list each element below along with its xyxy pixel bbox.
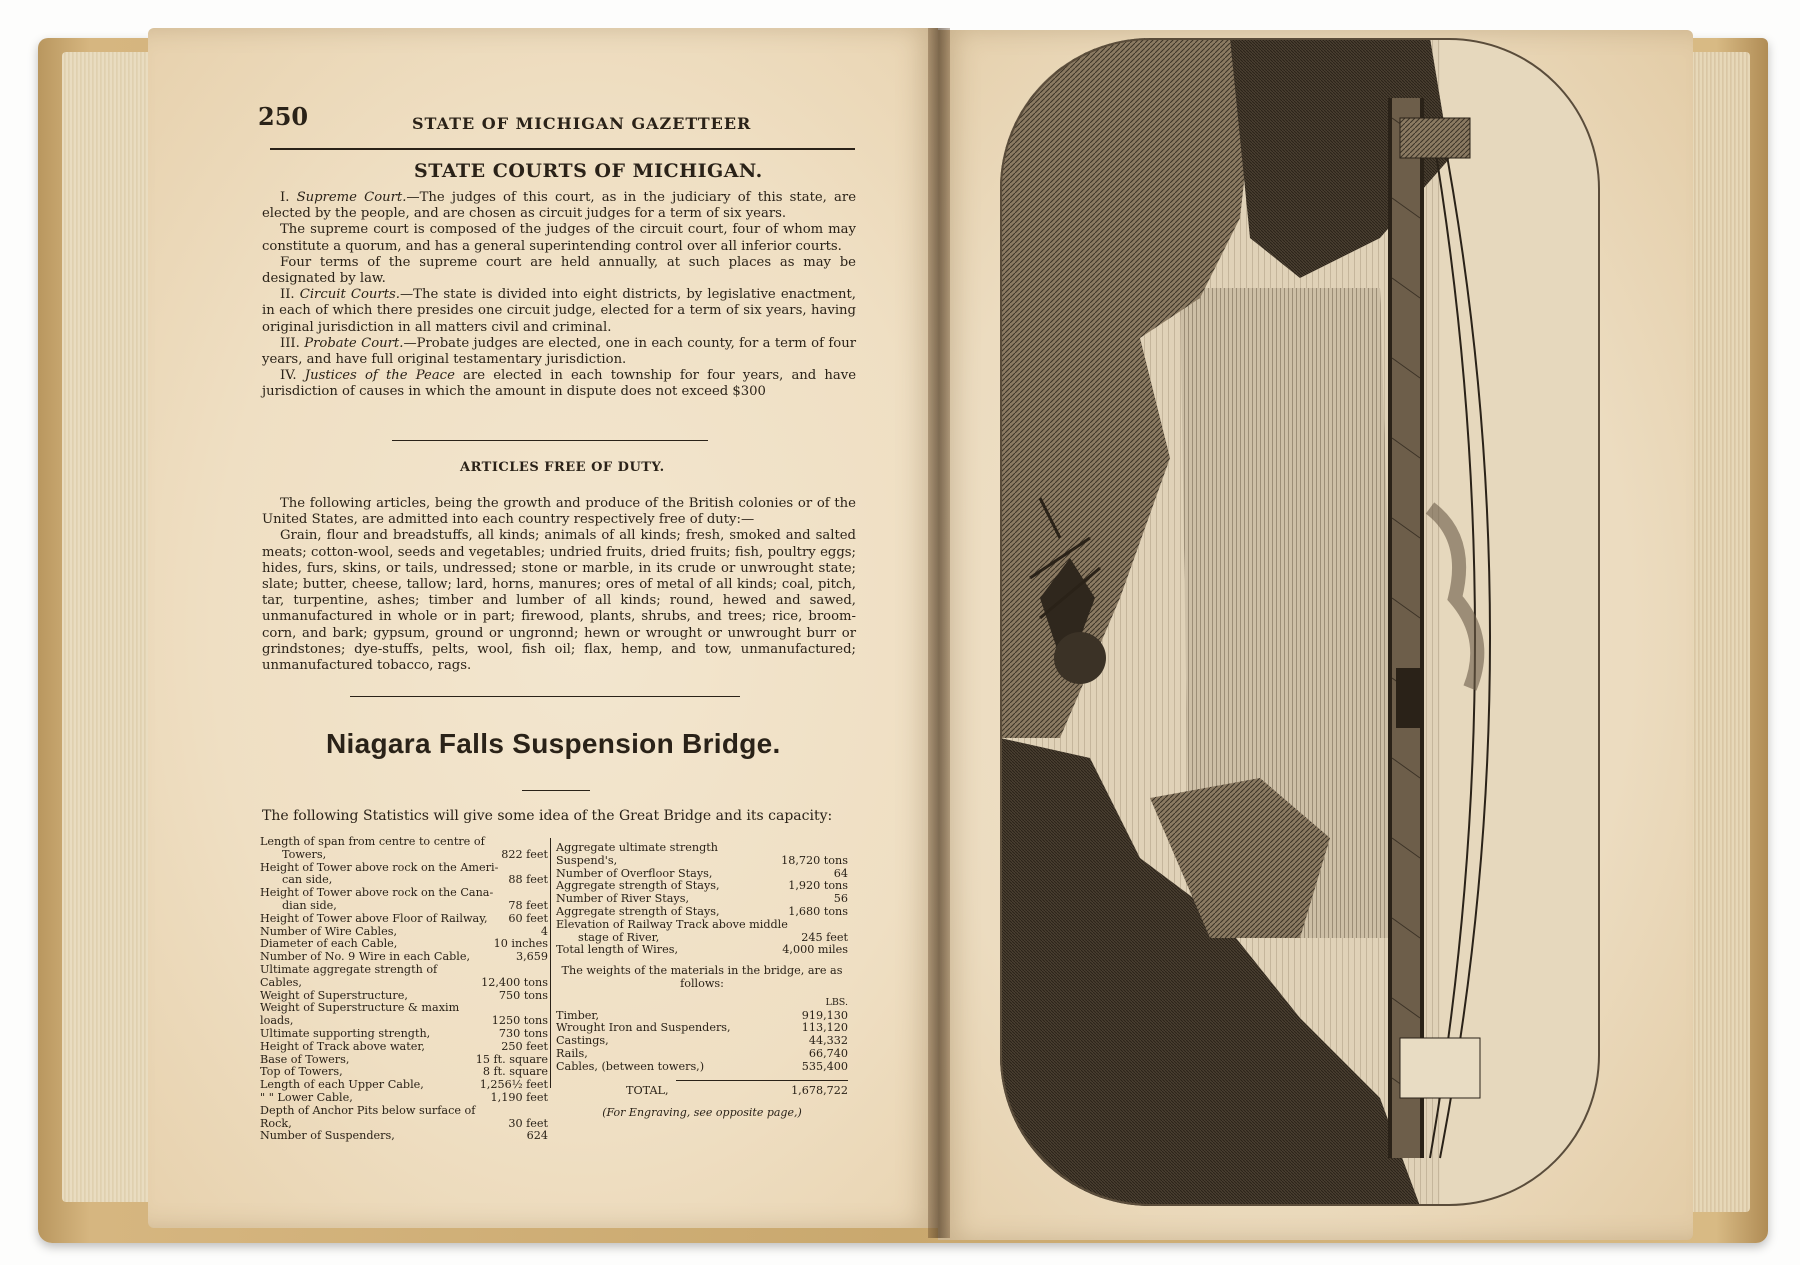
- duty-paragraph: Grain, flour and breadstuffs, all kinds; animals of all kinds; fresh, smoked and salted meats; cotton-wool, seeds and vegetables; undried fruits, dried fruits; fish, poultry eggs; hides, furs, skins, or tails, undressed; stone or marble, in its crude or unwrought state; slate; butter, cheese, tallow; lard, horns, manures; ores of metal of all kinds; coal, pitch, tar, turpentine, ashes; timber and lumber of all kinds; round, hewed and sawed, unmanufactured in whole or in part; firewood, plants, shrubs, and trees; rice, broom-corn, and bark; gypsum, ground or ungronnd; hewn or wrought or unwrought burr or grindstones; dye-stuffs, pelts, wool, fish oil; flax, hemp, and tow, unmanufactured; unmanufactured tobacco, rags.: [262, 528, 856, 674]
- stat-row: [260, 900, 548, 913]
- column-divider: [550, 838, 551, 1088]
- stat-label: Length of span from centre to centre of: [260, 835, 485, 848]
- stat-value: 12,400 tons: [481, 975, 548, 989]
- stat-value: 730 tons: [498, 1026, 548, 1040]
- stat-row: [260, 849, 548, 862]
- section-divider: [392, 440, 708, 441]
- courts-paragraph: IV. Justices of the Peace are elected in each township for four years, and have jurisdiction of causes in which the amount in dispute does not exceed $300: [262, 368, 857, 400]
- stat-row: [260, 913, 548, 926]
- stat-label: Total length of Wires,: [556, 943, 679, 957]
- stat-row: [556, 944, 848, 957]
- bridge-title: Niagara Falls Suspension Bridge.: [326, 728, 781, 759]
- stat-label: Cables, (between towers,): [556, 1059, 705, 1073]
- stat-label: Aggregate strength of Stays,: [556, 879, 720, 893]
- stat-label: Diameter of each Cable,: [260, 937, 398, 951]
- courts-paragraph: The supreme court is composed of the judges of the circuit court, four of whom may constitute a quorum, and has a general superintending control over all inferior courts.: [262, 222, 856, 254]
- stat-value: 88 feet: [508, 873, 548, 887]
- stat-label: Wrought Iron and Suspenders,: [556, 1021, 731, 1035]
- title-underline: [522, 790, 590, 791]
- stat-label: Height of Tower above rock on the Ameri-: [260, 860, 499, 874]
- stat-value: 56: [833, 892, 848, 906]
- running-head: STATE OF MICHIGAN GAZETTEER: [412, 114, 752, 133]
- courts-title: STATE COURTS OF MICHIGAN.: [414, 160, 763, 182]
- stat-label: Weight of Superstructure & maxim loads,: [260, 1001, 460, 1028]
- stat-row: [260, 1130, 548, 1143]
- stat-value: 750 tons: [498, 988, 548, 1002]
- stat-row: [260, 1002, 548, 1028]
- stat-label: Castings,: [556, 1034, 609, 1048]
- stat-value: 1,190 feet: [490, 1090, 548, 1104]
- page-number: 250: [258, 102, 309, 131]
- stat-value: 30 feet: [508, 1116, 548, 1130]
- stat-label: Top of Towers,: [260, 1065, 343, 1079]
- stat-row: [556, 906, 848, 919]
- stat-label: " " Lower Cable,: [260, 1090, 353, 1104]
- stat-value: 1250 tons: [491, 1014, 548, 1028]
- stat-row: [556, 1048, 848, 1061]
- stat-value: 1,680 tons: [788, 904, 848, 918]
- stat-value: 919,130: [801, 1008, 848, 1022]
- courts-paragraph: II. Circuit Courts.—The state is divided into eight districts, by legislative enactment, in each of which there presides one circuit judge, elected for a term of six years, having original jurisdiction in all matters civil and criminal.: [262, 287, 856, 335]
- stat-label: Number of Wire Cables,: [260, 924, 398, 938]
- stat-label: Number of Suspenders,: [260, 1129, 395, 1143]
- section-divider: [350, 696, 740, 697]
- book-gutter: [928, 28, 950, 1238]
- bridge-stats-left: [260, 836, 548, 1143]
- stat-value: 245 feet: [801, 930, 848, 944]
- stat-label: Number of No. 9 Wire in each Cable,: [260, 950, 471, 964]
- stat-value: 4,000 miles: [782, 943, 848, 957]
- bridge-stats-right: [556, 842, 848, 1120]
- stat-label: stage of River,: [578, 930, 660, 944]
- stat-value: 18,720 tons: [781, 853, 848, 867]
- stat-label: Rails,: [556, 1046, 588, 1060]
- stat-label: Weight of Superstructure,: [260, 988, 408, 1002]
- bridge-engraving: [1000, 38, 1600, 1206]
- stat-row: [260, 964, 548, 990]
- stat-row: [260, 1092, 548, 1105]
- stat-row: [556, 1061, 848, 1074]
- total-value: 1,678,722: [791, 1083, 848, 1097]
- total-rule: [676, 1080, 848, 1081]
- right-page-edges: [1688, 52, 1750, 1212]
- stat-label: dian side,: [282, 898, 337, 912]
- stat-value: 250 feet: [501, 1039, 548, 1053]
- stat-label: can side,: [282, 873, 333, 887]
- courts-text: [262, 190, 856, 401]
- stat-label: Height of Tower above rock on the Cana-: [260, 886, 494, 900]
- stat-label: Ultimate supporting strength,: [260, 1026, 431, 1040]
- stat-value: 64: [833, 866, 848, 880]
- stat-row: [260, 1105, 548, 1131]
- total-label: TOTAL,: [626, 1083, 669, 1097]
- stat-value: 60 feet: [508, 911, 548, 925]
- duty-text: [262, 496, 856, 674]
- stat-label: Height of Tower above Floor of Railway,: [260, 911, 488, 925]
- duty-paragraph: The following articles, being the growth and produce of the British colonies or of the United States, are admitted into each country respectively free of duty:—: [262, 496, 856, 528]
- stat-label: Number of River Stays,: [556, 892, 690, 906]
- stat-row: [260, 1028, 548, 1041]
- courts-paragraph: I. Supreme Court.—The judges of this court, as in the judiciary of this state, are elected by the people, and are chosen as circuit judges for a term of six years.: [262, 190, 856, 222]
- stat-label: Towers,: [282, 847, 327, 861]
- stat-label: Number of Overfloor Stays,: [556, 866, 713, 880]
- stat-label: Timber,: [556, 1008, 600, 1022]
- stat-value: 4: [540, 924, 548, 938]
- bridge-intro: The following Statistics will give some idea of the Great Bridge and its capacity:: [262, 808, 833, 824]
- stat-label: Aggregate ultimate strength Suspend's,: [556, 841, 718, 867]
- stat-label: Elevation of Railway Track above middle: [556, 917, 788, 931]
- stat-label: Length of each Upper Cable,: [260, 1078, 424, 1092]
- stat-row: [260, 836, 548, 849]
- stat-value: 535,400: [801, 1059, 848, 1073]
- weights-list: [556, 1010, 848, 1074]
- duty-title: ARTICLES FREE OF DUTY.: [460, 460, 665, 475]
- stat-label: Ultimate aggregate strength of Cables,: [260, 962, 438, 989]
- stat-label: Height of Track above water,: [260, 1039, 425, 1053]
- stat-value: 10 inches: [493, 937, 548, 951]
- engraving-footnote: (For Engraving, see opposite page,): [602, 1106, 802, 1120]
- stat-value: 1,256½ feet: [479, 1078, 548, 1092]
- stat-label: Base of Towers,: [260, 1052, 350, 1066]
- stat-value: 624: [526, 1129, 548, 1143]
- stat-row: [556, 1035, 848, 1048]
- header-rule: [270, 148, 855, 150]
- left-page-edges: [62, 52, 158, 1202]
- stat-row: [556, 842, 848, 868]
- total-row: [556, 1085, 848, 1098]
- stat-label: Depth of Anchor Pits below surface of Rock,: [260, 1103, 476, 1130]
- weights-heading: The weights of the materials in the bridge, are as follows:: [561, 964, 843, 990]
- stat-value: 78 feet: [508, 898, 548, 912]
- stat-value: 8 ft. square: [482, 1065, 548, 1079]
- stat-row: [260, 1041, 548, 1054]
- stat-row: [556, 919, 848, 932]
- stat-value: 822 feet: [501, 847, 548, 861]
- stat-value: 44,332: [808, 1034, 848, 1048]
- courts-paragraph: Four terms of the supreme court are held annually, at such places as may be designated by law.: [262, 254, 856, 287]
- stat-value: 113,120: [801, 1021, 848, 1035]
- stat-value: 1,920 tons: [788, 879, 848, 893]
- courts-paragraph: III. Probate Court.—Probate judges are elected, one in each county, for a term of four years, and have full original testamentary jurisdiction.: [262, 335, 856, 368]
- stat-value: 3,659: [515, 950, 548, 964]
- weights-unit: LBS.: [825, 996, 848, 1008]
- stat-label: Aggregate strength of Stays,: [556, 904, 720, 918]
- stat-value: 66,740: [808, 1046, 848, 1060]
- stat-value: 15 ft. square: [475, 1052, 548, 1066]
- bridge-stats-right-list: [556, 842, 848, 957]
